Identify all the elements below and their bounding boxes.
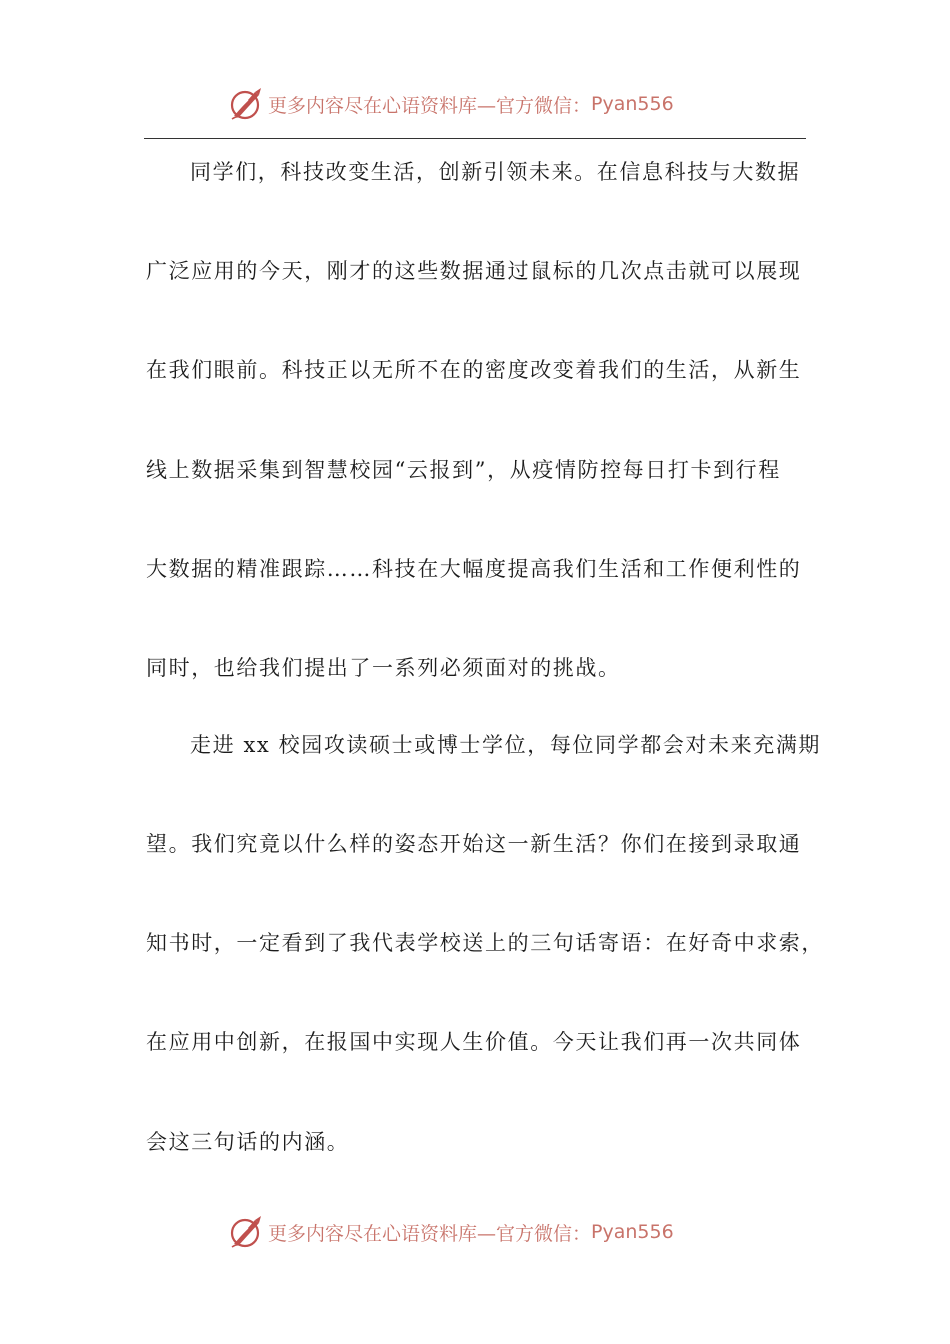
paragraph-2-line-3: 知书时，一定看到了我代表学校送上的三句话寄语：在好奇中求索， [146, 931, 824, 955]
footer-banner [0, 1212, 950, 1252]
paragraph-2-line-1: 走进 xx 校园攻读硕士或博士学位，每位同学都会对未来充满期 [190, 733, 822, 757]
paragraph-1-line-5: 大数据的精准跟踪……科技在大幅度提高我们生活和工作便利性的 [146, 557, 802, 581]
paragraph-1-line-3: 在我们眼前。科技正以无所不在的密度改变着我们的生活，从新生 [146, 358, 802, 382]
footer-banner-content [228, 1212, 674, 1252]
quill-pen-logo-icon [228, 1214, 264, 1250]
footer-wechat-id: Pyan556 [591, 1221, 674, 1243]
paragraph-1-line-2: 广泛应用的今天，刚才的这些数据通过鼠标的几次点击就可以展现 [146, 259, 802, 283]
paragraph-1-line-6: 同时，也给我们提出了一系列必须面对的挑战。 [146, 656, 621, 680]
header-wechat-id: Pyan556 [591, 93, 674, 115]
header-banner-content [228, 84, 674, 124]
header-divider [144, 138, 806, 139]
paragraph-2-line-5: 会这三句话的内涵。 [146, 1130, 350, 1154]
paragraph-2-line-4: 在应用中创新，在报国中实现人生价值。今天让我们再一次共同体 [146, 1030, 802, 1054]
header-banner-text: 更多内容尽在心语资料库—官方微信： [268, 94, 592, 117]
footer-banner-text: 更多内容尽在心语资料库—官方微信： [268, 1222, 592, 1245]
paragraph-2-line-2: 望。我们究竟以什么样的姿态开始这一新生活？你们在接到录取通 [146, 832, 802, 856]
paragraph-1-line-4: 线上数据采集到智慧校园“云报到”，从疫情防控每日打卡到行程 [146, 458, 781, 482]
header-banner [0, 84, 950, 124]
quill-pen-logo-icon [228, 86, 264, 122]
paragraph-1-line-1: 同学们，科技改变生活，创新引领未来。在信息科技与大数据 [190, 160, 801, 184]
